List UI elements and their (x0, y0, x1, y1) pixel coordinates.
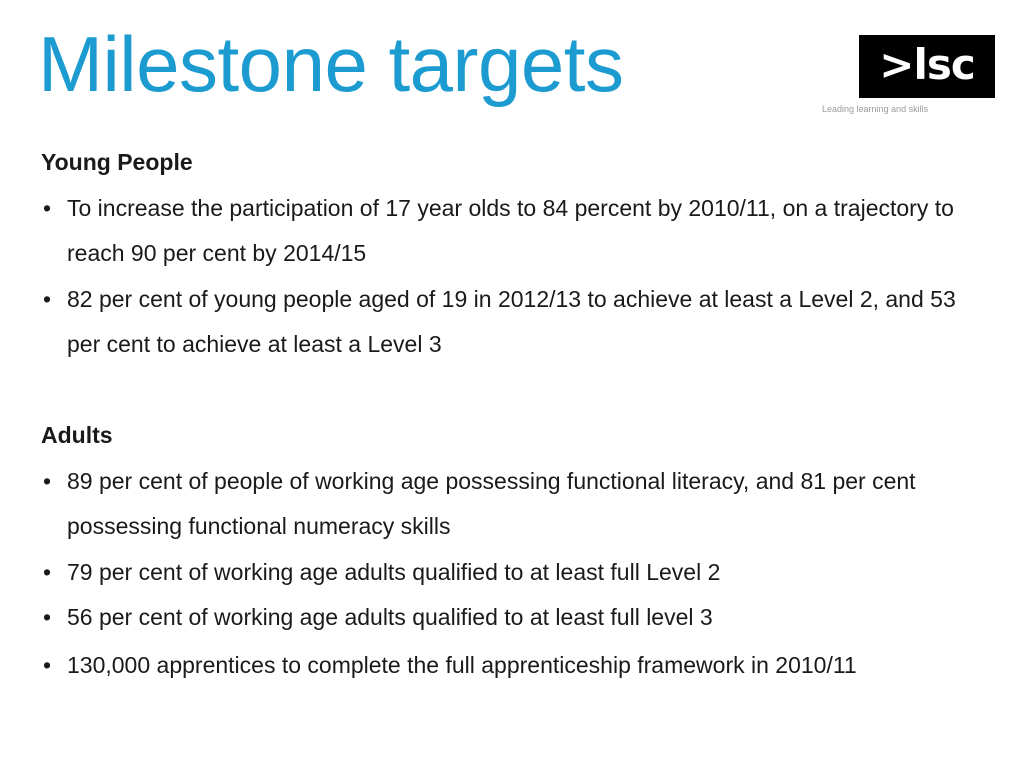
slide-title: Milestone targets (38, 20, 624, 108)
list-item: • 82 per cent of young people aged of 19 in 2012/13 to achieve at least a Level 2, and 53 per cent to achieve at least a Level 3 (41, 277, 991, 368)
adults-list (41, 459, 991, 689)
section-spacer (41, 368, 991, 414)
list-item: • 130,000 apprentices to complete the full apprenticeship framework in 2010/11 (41, 641, 991, 689)
list-item: • To increase the participation of 17 year olds to 84 percent by 2010/11, on a trajectory to reach 90 per cent by 2014/15 (41, 186, 991, 277)
logo-tagline: Leading learning and skills (822, 104, 929, 114)
section-heading-young-people: Young People (41, 149, 193, 175)
list-item: • 89 per cent of people of working age possessing functional literacy, and 81 per cent possessing functional numeracy skills (41, 459, 991, 550)
list-item: • 79 per cent of working age adults qualified to at least full Level 2 (41, 550, 991, 596)
slide-body (41, 140, 991, 689)
list-item: • 56 per cent of working age adults qualified to at least full level 3 (41, 595, 991, 641)
young-people-list (41, 186, 991, 368)
section-heading-adults: Adults (41, 422, 113, 448)
logo-mark: >lsc (879, 39, 975, 89)
lsc-logo (859, 35, 995, 98)
